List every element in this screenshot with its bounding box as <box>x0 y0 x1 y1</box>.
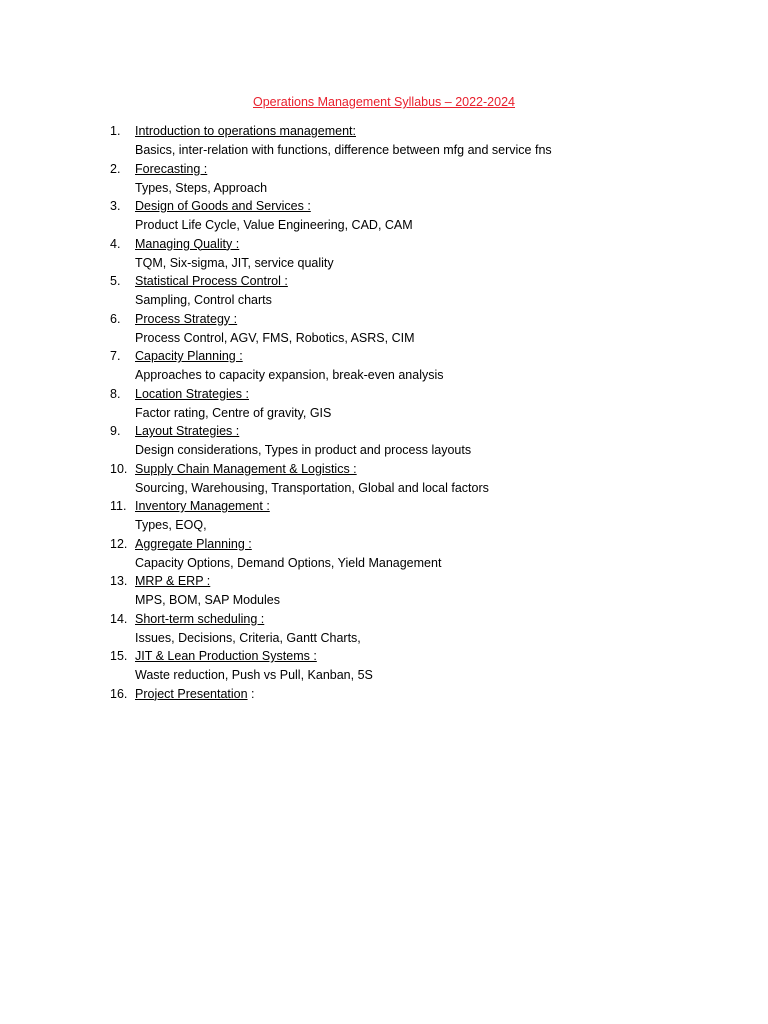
item-heading-label: Introduction to operations management: <box>135 124 356 138</box>
item-number: 2. <box>110 161 121 176</box>
item-heading <box>135 385 249 403</box>
list-item <box>0 535 768 573</box>
list-item <box>0 310 768 348</box>
item-heading-label: MRP & ERP : <box>135 574 211 588</box>
list-item <box>0 197 768 235</box>
item-description: Waste reduction, Push vs Pull, Kanban, 5S <box>135 668 373 682</box>
list-item <box>0 160 768 198</box>
item-number: 11. <box>110 499 127 513</box>
item-number: 3. <box>110 199 121 213</box>
item-heading <box>135 647 317 665</box>
item-description: Design considerations, Types in product and process layouts <box>135 443 472 457</box>
list-item <box>0 385 768 423</box>
list-item <box>0 610 768 648</box>
item-heading <box>135 160 207 178</box>
list-item <box>0 460 768 498</box>
item-number: 12. <box>110 536 128 551</box>
item-heading <box>135 272 288 290</box>
item-heading-label: JIT & Lean Production Systems : <box>135 649 317 663</box>
item-number: 4. <box>110 236 121 251</box>
item-heading-label: Managing Quality : <box>135 236 240 251</box>
item-number: 16. <box>110 686 128 701</box>
list-item <box>0 347 768 385</box>
item-description: TQM, Six-sigma, JIT, service quality <box>135 255 334 270</box>
item-heading-suffix: : <box>247 686 255 701</box>
list-item <box>0 272 768 310</box>
item-heading-label: Capacity Planning : <box>135 349 243 363</box>
item-heading <box>135 347 243 365</box>
item-description: Sampling, Control charts <box>135 293 272 307</box>
item-description: Types, EOQ, <box>135 518 207 532</box>
item-heading <box>135 497 270 515</box>
item-description: Factor rating, Centre of gravity, GIS <box>135 405 332 420</box>
item-heading-label: Design of Goods and Services : <box>135 199 311 213</box>
item-number: 15. <box>110 649 128 663</box>
item-description: Capacity Options, Demand Options, Yield Management <box>135 555 442 570</box>
item-heading-label: Supply Chain Management & Logistics : <box>135 461 357 476</box>
item-heading-label: Short-term scheduling : <box>135 611 265 626</box>
item-heading-label: Aggregate Planning : <box>135 536 252 551</box>
list-item <box>0 647 768 685</box>
document-title: Operations Management Syllabus – 2022-2024 <box>253 95 515 109</box>
item-heading <box>135 235 239 253</box>
item-description: Types, Steps, Approach <box>135 180 268 195</box>
item-description: Process Control, AGV, FMS, Robotics, ASRS, CIM <box>135 330 415 345</box>
item-number: 8. <box>110 386 121 401</box>
item-heading-label: Forecasting : <box>135 161 208 176</box>
item-number: 9. <box>110 424 121 438</box>
item-heading <box>135 197 311 215</box>
item-description: Basics, inter-relation with functions, difference between mfg and service fns <box>135 143 552 157</box>
item-number: 7. <box>110 349 121 363</box>
item-number: 14. <box>110 611 128 626</box>
list-item <box>0 422 768 460</box>
item-heading <box>135 535 252 553</box>
item-description: Issues, Decisions, Criteria, Gantt Charts, <box>135 630 361 645</box>
item-heading-label: Layout Strategies : <box>135 424 240 438</box>
list-item <box>0 122 768 160</box>
item-number: 13. <box>110 574 128 588</box>
item-heading-label: Project Presentation <box>135 686 248 701</box>
item-heading <box>135 572 210 590</box>
item-description: Sourcing, Warehousing, Transportation, Global and local factors <box>135 480 489 495</box>
item-heading <box>135 610 264 628</box>
item-description: MPS, BOM, SAP Modules <box>135 593 280 607</box>
item-number: 10. <box>110 461 128 476</box>
item-number: 6. <box>110 311 121 326</box>
item-heading <box>135 460 357 478</box>
item-heading <box>135 310 237 328</box>
syllabus-list <box>0 122 768 722</box>
item-heading-label: Location Strategies : <box>135 386 249 401</box>
item-heading-label: Statistical Process Control : <box>135 274 288 288</box>
list-item <box>0 497 768 535</box>
item-heading <box>135 685 255 703</box>
list-item <box>0 685 768 723</box>
item-description: Approaches to capacity expansion, break-even analysis <box>135 368 444 382</box>
item-heading <box>135 422 239 440</box>
item-number: 5. <box>110 274 121 288</box>
item-description: Product Life Cycle, Value Engineering, CAD, CAM <box>135 218 413 232</box>
item-heading-label: Inventory Management : <box>135 499 270 513</box>
item-heading <box>135 122 356 140</box>
item-number: 1. <box>110 124 121 138</box>
list-item <box>0 572 768 610</box>
list-item <box>0 235 768 273</box>
item-heading-label: Process Strategy : <box>135 311 238 326</box>
